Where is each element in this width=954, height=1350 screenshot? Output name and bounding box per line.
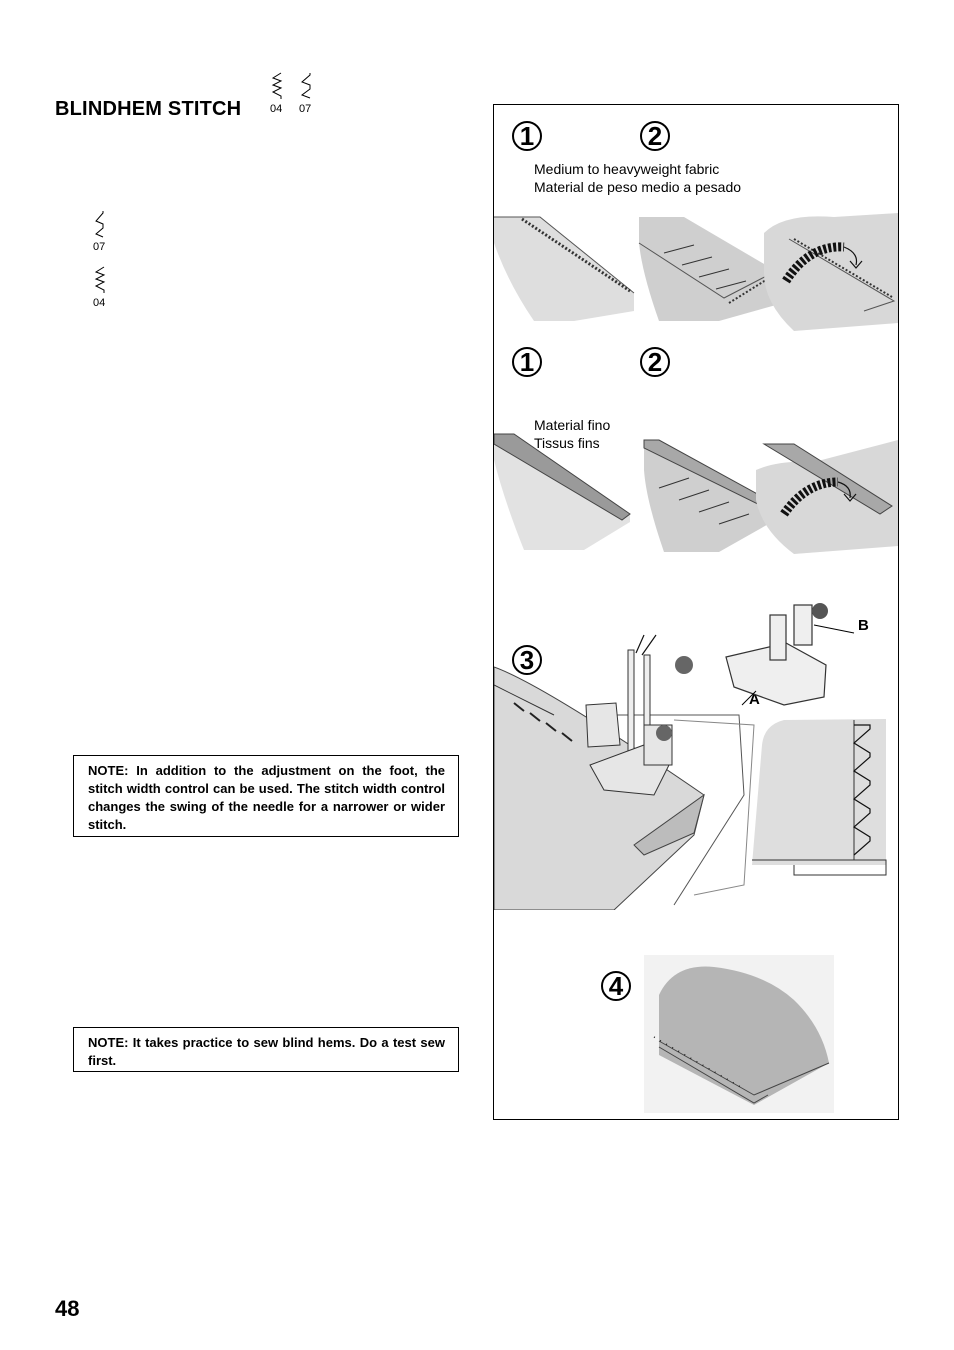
illustration-panel — [493, 104, 899, 1120]
step-2-circle: 2 — [640, 347, 670, 377]
blindhem-stitch-04-icon — [270, 72, 284, 100]
step-3-circle: 3 — [512, 645, 542, 675]
stitch-code-04: 04 — [93, 297, 106, 309]
left-stitch-04 — [93, 266, 107, 309]
finished-hem-illustration — [644, 955, 834, 1113]
note-practice: NOTE: It takes practice to sew blind hems. Do a test sew first. — [73, 1027, 459, 1072]
blindhem-stitch-07-icon — [299, 72, 313, 100]
caption-line: Material fino — [534, 417, 611, 433]
caption-line: Tissus fins — [534, 435, 600, 451]
caption-heavy-fabric — [534, 160, 741, 196]
step-1-circle: 1 — [512, 347, 542, 377]
caption-line: Material de peso medio a pesado — [534, 179, 742, 195]
step-4-circle: 4 — [601, 971, 631, 1001]
stitch-code-07: 07 — [93, 241, 106, 253]
page-number: 48 — [55, 1296, 80, 1321]
sewing-machine-blindhem-illustration — [494, 595, 898, 910]
header-stitch-04 — [270, 72, 284, 115]
stitch-code-07: 07 — [299, 103, 312, 115]
step-2-circle: 2 — [640, 121, 670, 151]
blindhem-stitch-04-icon — [93, 266, 107, 294]
page-title: BLINDHEM STITCH — [55, 98, 242, 120]
blindhem-stitch-07-icon — [93, 210, 107, 238]
step-1-circle: 1 — [512, 121, 542, 151]
caption-line: Medium to heavyweight fabric — [534, 161, 720, 177]
left-stitch-07 — [93, 210, 107, 253]
light-fabric-illustration — [494, 430, 898, 554]
stitch-code-04: 04 — [270, 103, 283, 115]
note-stitch-width: NOTE: In addition to the adjustment on the foot, the stitch width control can be used. The stitch width control changes the swing of the needle for a narrower or wider stitch. — [73, 755, 459, 837]
header-stitch-07 — [299, 72, 313, 115]
label-a: A — [749, 691, 760, 708]
heavy-fabric-illustration — [494, 213, 898, 331]
label-b: B — [858, 617, 869, 634]
